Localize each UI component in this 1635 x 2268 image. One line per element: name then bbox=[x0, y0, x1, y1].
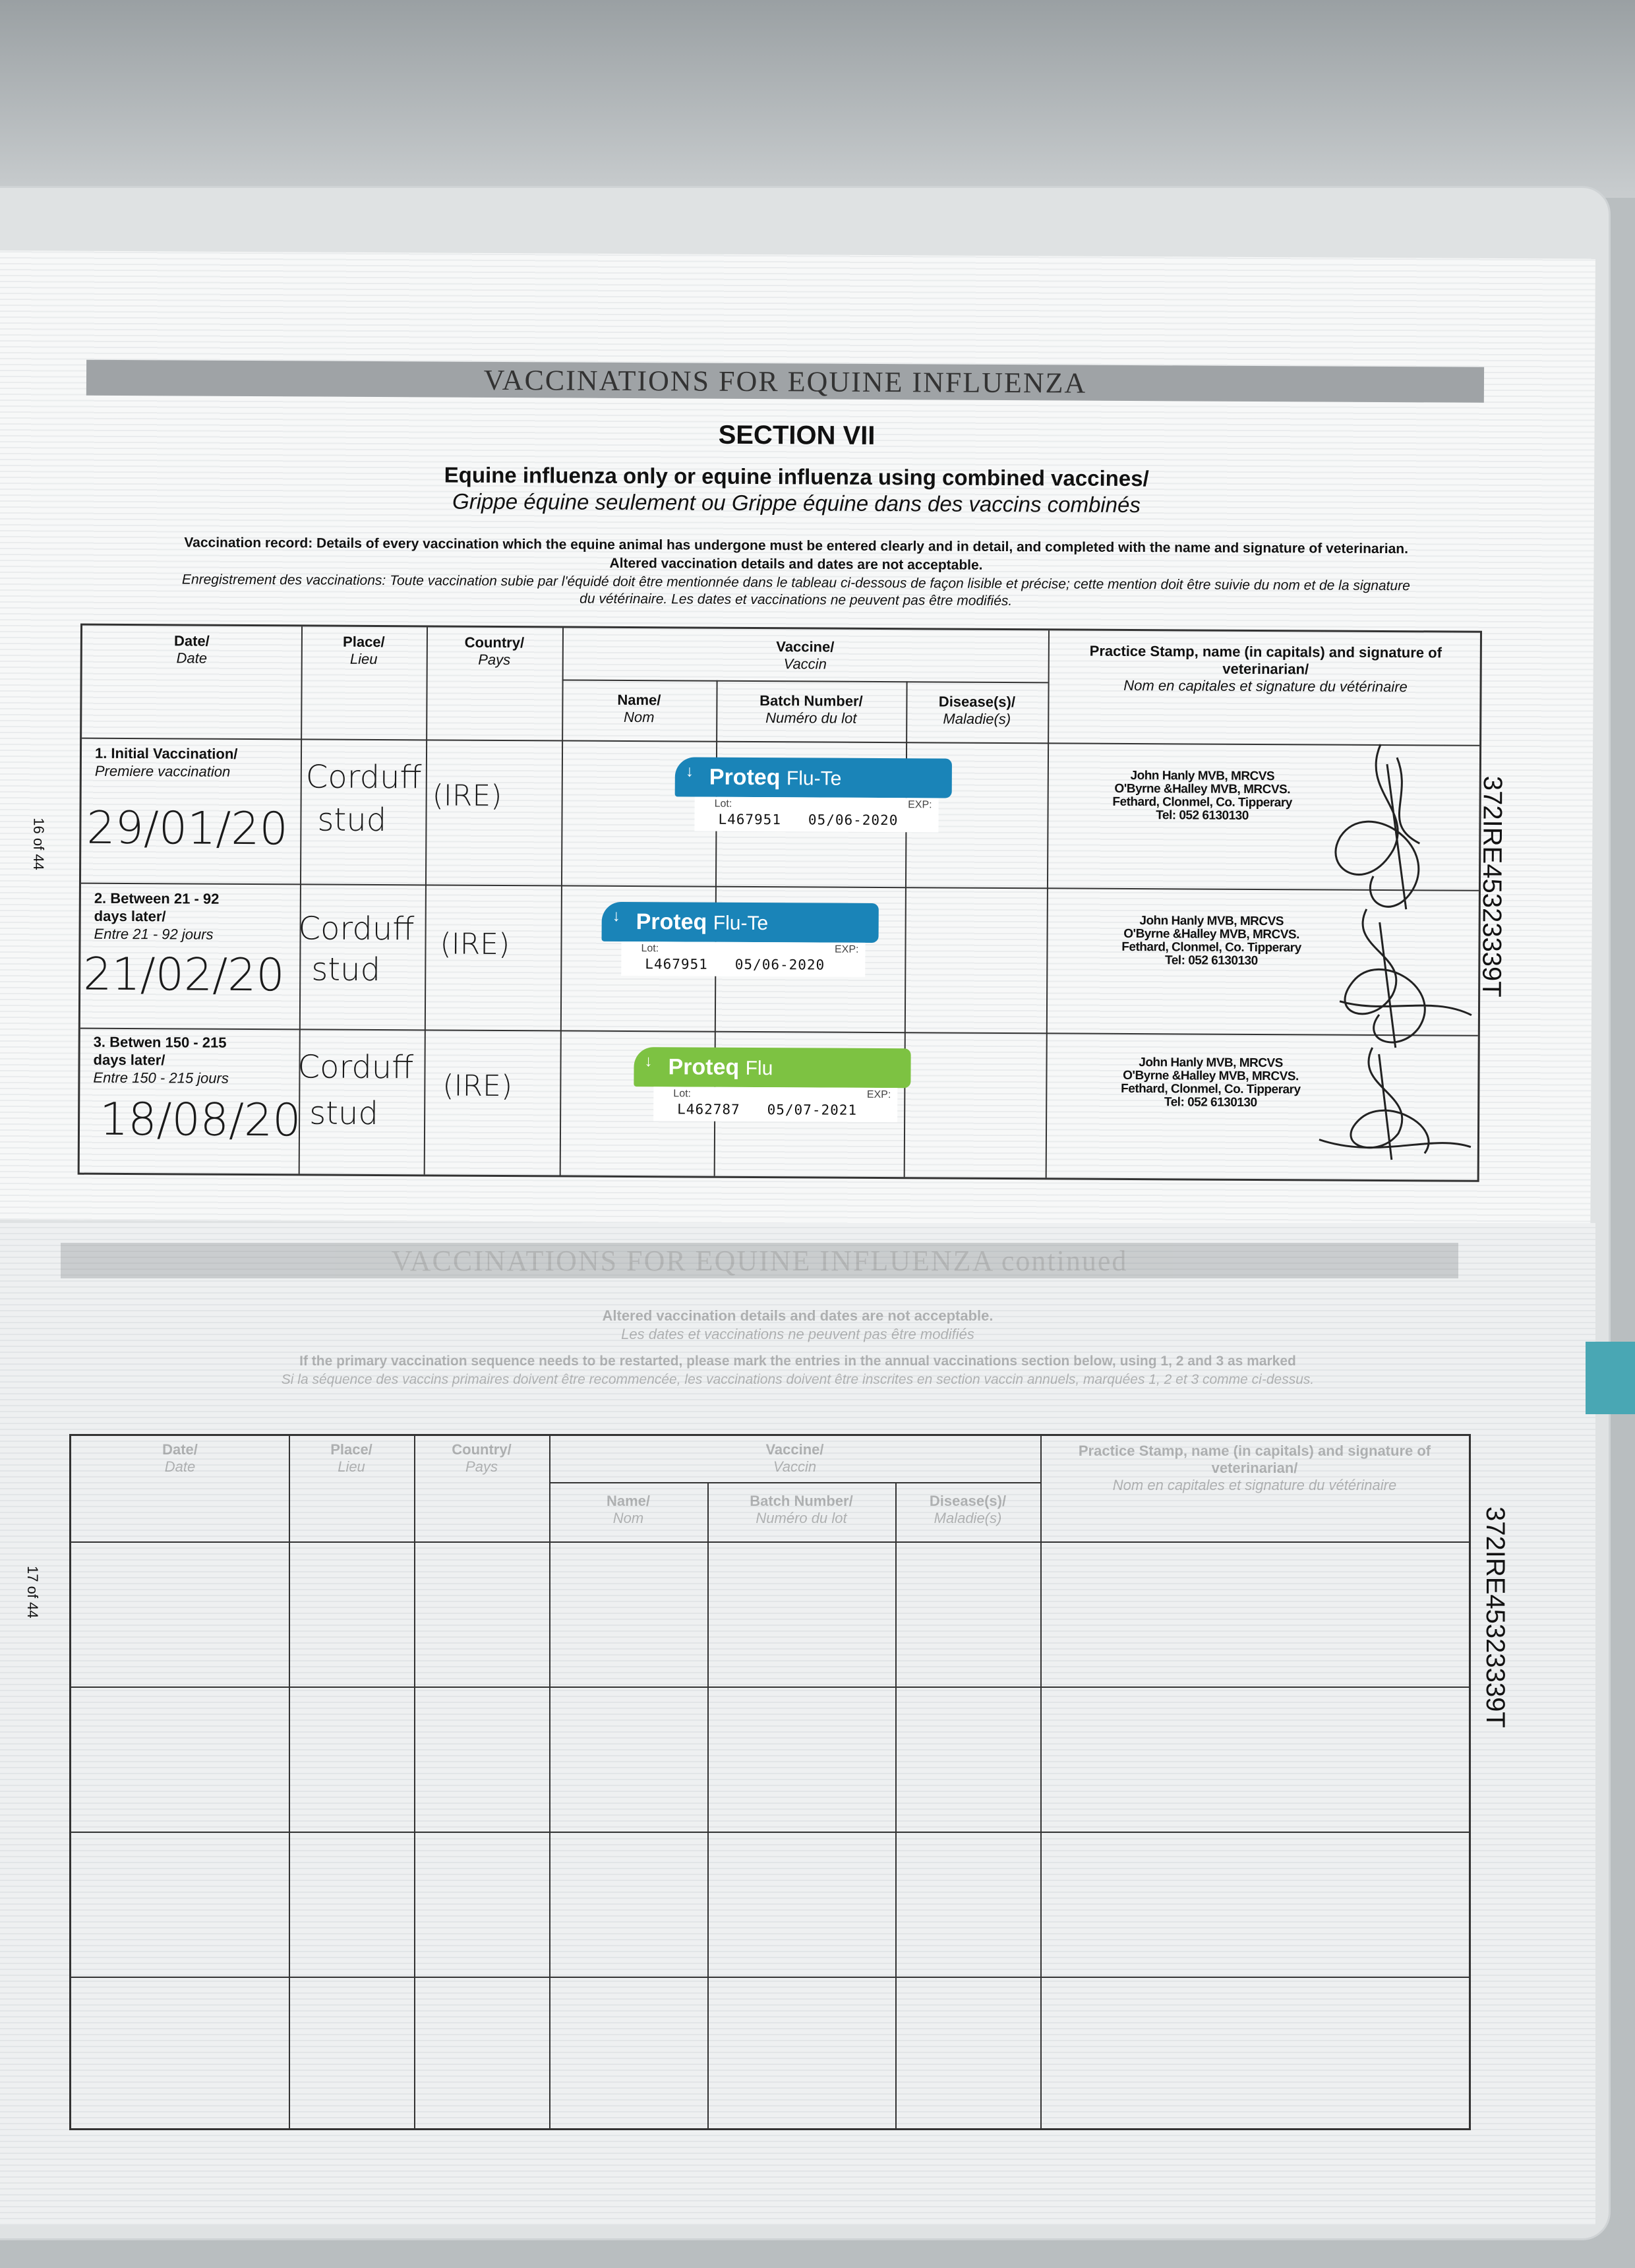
header-date: Date/ Date bbox=[162, 1441, 198, 1475]
row-1-place-line2: stud bbox=[317, 801, 387, 839]
passport-id: 372IRE45323339T bbox=[1477, 775, 1507, 998]
passport-id: 372IRE45323339T bbox=[1481, 1507, 1510, 1728]
header-batch: Batch Number/ Numéro du lot bbox=[750, 1493, 853, 1526]
record-note-fr: Enregistrement des vaccinations: Toute vaccination subie par l'équidé doit être mentionnée dans le tableau ci-dessous de façon lisible et précise; cette mention doit être suivie du nom et de la signature bbox=[181, 572, 1410, 594]
page-number: 17 of 44 bbox=[24, 1566, 41, 1619]
row-1-country: (IRE) bbox=[432, 779, 502, 813]
row-3-country: (IRE) bbox=[442, 1069, 513, 1104]
note-en: Altered vaccination details and dates are not acceptable. bbox=[602, 1307, 994, 1324]
header-place: Place/ Lieu bbox=[330, 1441, 372, 1475]
row-1-vaccine-strip: Proteq Flu-Te bbox=[675, 757, 952, 798]
header-place: Place/ Lieu bbox=[343, 633, 385, 668]
passport-page-17 bbox=[0, 1223, 1595, 2225]
header-disease: Disease(s)/ Maladie(s) bbox=[929, 1493, 1007, 1526]
header-name: Name/ Nom bbox=[617, 691, 661, 726]
background-top bbox=[0, 0, 1635, 198]
page-banner: VACCINATIONS FOR EQUINE INFLUENZA bbox=[86, 360, 1484, 403]
record-note-fr-2: du vétérinaire. Les dates et vaccinations ne peuvent pas être modifiés. bbox=[580, 591, 1013, 609]
page-tab-marker bbox=[1586, 1342, 1635, 1414]
vet-signature bbox=[1280, 737, 1479, 1174]
vaccination-table bbox=[78, 624, 1482, 1182]
row-1-vet-stamp: John Hanly MVB, MRCVS O'Byrne &Halley MVB, MRCVS. Fethard, Clonmel, Co. Tipperary Tel: 052 6130130 bbox=[1112, 768, 1292, 823]
repeat-note-fr: Si la séquence des vaccins primaires doivent être recommencée, les vaccinations doivent être inscrites en section vaccin annuels, marquées 1, 2 et 3 comme ci-dessus. bbox=[281, 1372, 1315, 1387]
header-country: Country/ Pays bbox=[452, 1441, 512, 1475]
header-country: Country/ Pays bbox=[464, 634, 525, 669]
subtitle-en: Equine influenza only or equine influenza using combined vaccines/ bbox=[444, 462, 1149, 491]
header-date: Date/ Date bbox=[173, 632, 210, 667]
drop-icon: ↓ bbox=[612, 907, 620, 925]
row-3-batch: L462787 05/07-2021 bbox=[677, 1101, 858, 1118]
row-1-place-line1: Corduff bbox=[305, 758, 422, 796]
header-vaccine: Vaccine/ Vaccin bbox=[776, 638, 835, 672]
header-stamp: Practice Stamp, name (in capitals) and signature of veterinarian/ Nom en capitales et signature du vétérinaire bbox=[1089, 642, 1442, 696]
row-1-date: 29/01/20 bbox=[86, 802, 289, 856]
section-title: SECTION VII bbox=[718, 420, 876, 450]
page-number: 16 of 44 bbox=[30, 818, 47, 870]
row-2-vaccine-strip: Proteq Flu-Te bbox=[602, 902, 879, 943]
row-3-date: 18/08/20 bbox=[99, 1093, 301, 1147]
row-1-batch: L467951 05/06-2020 bbox=[718, 811, 899, 829]
record-note-en-2: Altered vaccination details and dates are not acceptable. bbox=[609, 555, 983, 573]
row-3-place-line2: stud bbox=[309, 1094, 379, 1133]
row-1-vaccine-label: Proteq Flu-Te ↓ Lot: EXP: L467951 05/06-2020 bbox=[674, 757, 952, 836]
row-3-vaccine-label: Proteq Flu ↓ Lot: EXP: L462787 05/07-2021 bbox=[634, 1047, 911, 1126]
subtitle-fr: Grippe équine seulement ou Grippe équine dans des vaccins combinés bbox=[452, 489, 1141, 518]
record-note-en: Vaccination record: Details of every vaccination which the equine animal has undergone must be entered clearly and in detail, and completed with the name and signature of veterinarian. bbox=[184, 535, 1409, 557]
row-2-place-line2: stud bbox=[311, 951, 381, 989]
header-disease: Disease(s)/ Maladie(s) bbox=[938, 693, 1016, 728]
drop-icon: ↓ bbox=[685, 762, 694, 781]
row-2-place-line1: Corduff bbox=[298, 910, 415, 948]
header-stamp: Practice Stamp, name (in capitals) and signature of veterinarian/ Nom en capitales et signature du vétérinaire bbox=[1078, 1443, 1431, 1493]
page-banner: VACCINATIONS FOR EQUINE INFLUENZA continued bbox=[61, 1243, 1458, 1278]
row-2-batch: L467951 05/06-2020 bbox=[645, 956, 825, 973]
row-2-vet-stamp: John Hanly MVB, MRCVS O'Byrne &Halley MVB, MRCVS. Fethard, Clonmel, Co. Tipperary Tel: 052 6130130 bbox=[1121, 914, 1301, 969]
annual-vaccination-table bbox=[69, 1434, 1471, 2130]
row-1-label: 1. Initial Vaccination/ Premiere vaccination bbox=[94, 744, 238, 780]
row-2-country: (IRE) bbox=[440, 927, 510, 962]
row-2-date: 21/02/20 bbox=[83, 948, 285, 1002]
row-3-vaccine-strip: Proteq Flu bbox=[634, 1047, 910, 1088]
passport-page-16 bbox=[0, 251, 1595, 1228]
row-3-vet-stamp: John Hanly MVB, MRCVS O'Byrne &Halley MVB, MRCVS. Fethard, Clonmel, Co. Tipperary Tel: 052 6130130 bbox=[1121, 1056, 1301, 1110]
row-3-place-line1: Corduff bbox=[297, 1048, 414, 1087]
header-vaccine: Vaccine/ Vaccin bbox=[765, 1441, 824, 1475]
repeat-note-en: If the primary vaccination sequence needs to be restarted, please mark the entries in the annual vaccinations section below, using 1, 2 and 3 as marked bbox=[299, 1354, 1296, 1369]
drop-icon: ↓ bbox=[644, 1052, 653, 1071]
row-2-vaccine-label: Proteq Flu-Te ↓ Lot: EXP: L467951 05/06-2020 bbox=[601, 902, 879, 981]
note-fr: Les dates et vaccinations ne peuvent pas être modifiés bbox=[621, 1326, 974, 1342]
row-3-label: 3. Betwen 150 - 215 days later/ Entre 150 - 215 jours bbox=[93, 1033, 229, 1087]
header-batch: Batch Number/ Numéro du lot bbox=[759, 692, 863, 727]
header-name: Name/ Nom bbox=[606, 1493, 651, 1526]
row-2-label: 2. Between 21 - 92 days later/ Entre 21 - 92 jours bbox=[94, 889, 220, 943]
